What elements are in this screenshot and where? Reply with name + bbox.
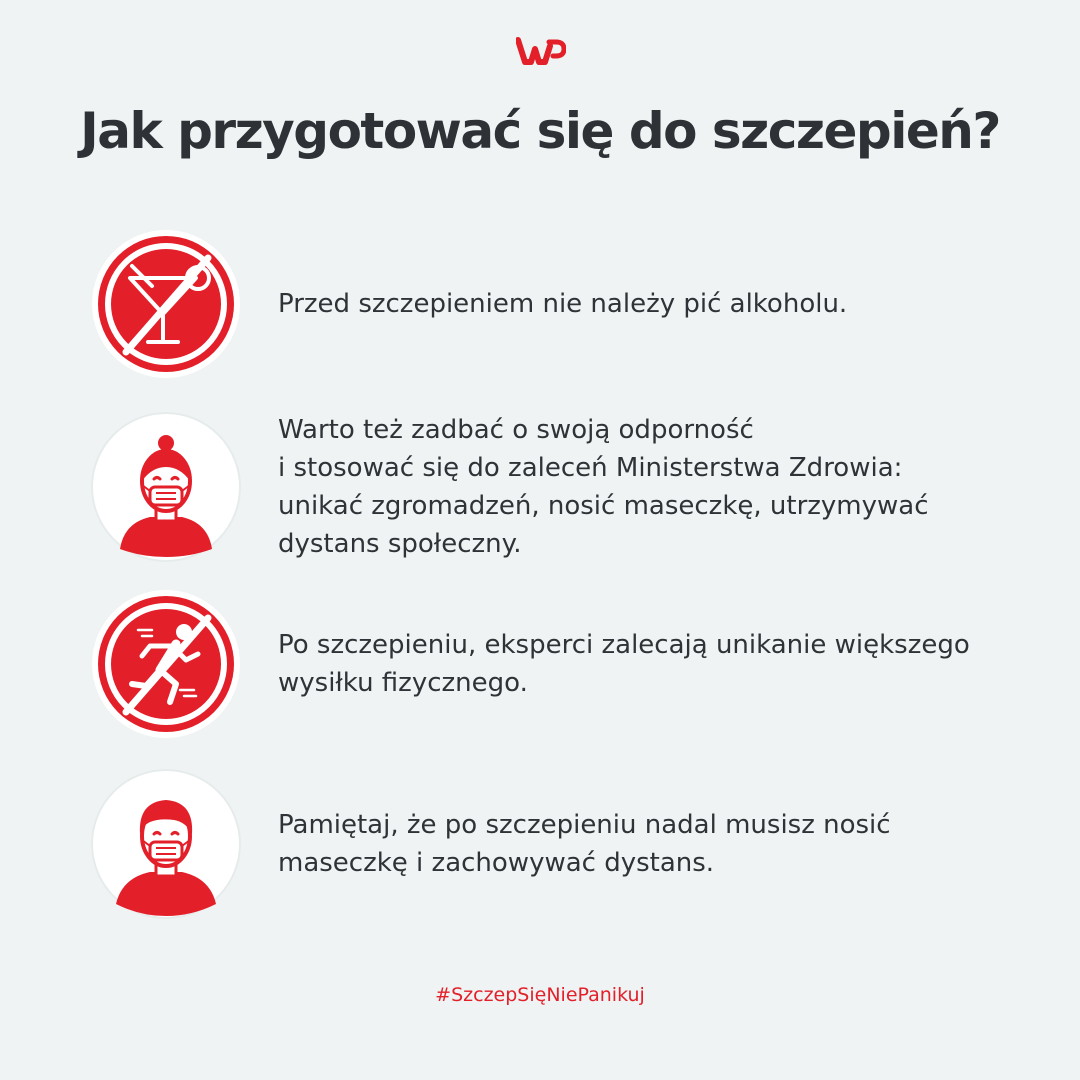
page-title: Jak przygotować się do szczepień? — [80, 102, 1000, 160]
tip-immunity — [90, 411, 1010, 563]
tip-text: Po szczepieniu, eksperci zalecają unikanie większego wysiłku fizycznego. — [278, 630, 970, 698]
woman-mask-icon — [90, 411, 242, 563]
tip-keep-mask — [90, 768, 1010, 920]
tip-text: Warto też zadbać o swoją odporność i stosować się do zaleceń Ministerstwa Zdrowia: unikać zgromadzeń, nosić maseczkę, utrzymywać dystans społeczny. — [278, 415, 929, 559]
wp-logo — [516, 34, 566, 68]
tip-text: Przed szczepieniem nie należy pić alkoholu. — [278, 289, 848, 319]
tip-no-exercise — [90, 588, 1010, 740]
hashtag: #SzczepSięNiePanikuj — [435, 984, 645, 1006]
tip-text: Pamiętaj, że po szczepieniu nadal musisz nosić maseczkę i zachowywać dystans. — [278, 810, 891, 878]
tip-no-alcohol — [90, 228, 1010, 380]
no-alcohol-icon — [90, 228, 242, 380]
man-mask-icon — [90, 768, 242, 920]
no-running-icon — [90, 588, 242, 740]
